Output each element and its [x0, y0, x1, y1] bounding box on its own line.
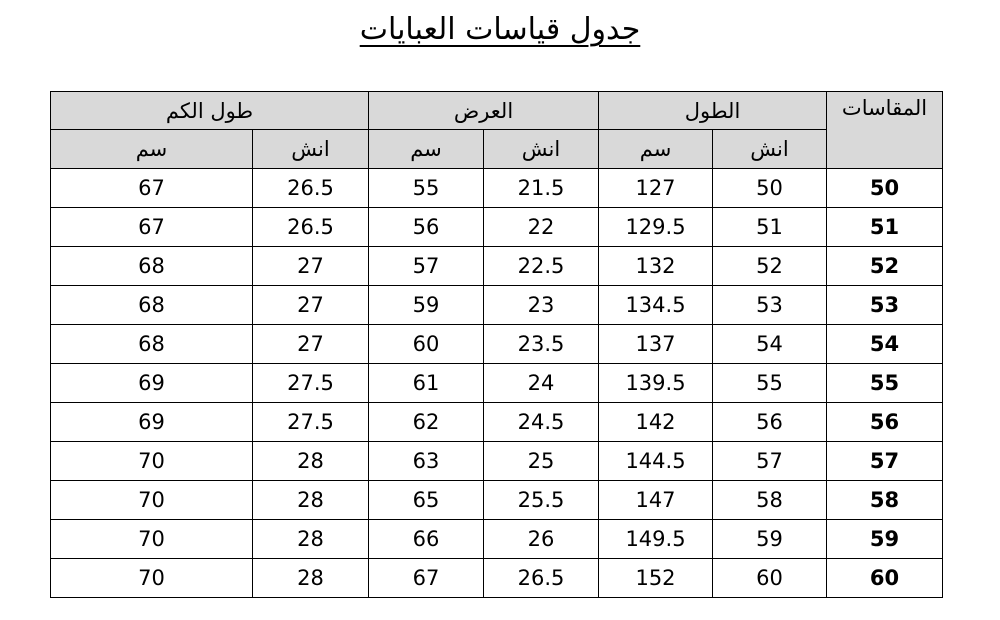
cell-width-inch: 23.5	[484, 325, 599, 364]
cell-width-inch: 22	[484, 208, 599, 247]
cell-length-inch: 60	[713, 559, 827, 598]
cell-length-cm: 127	[599, 169, 713, 208]
table-row	[51, 169, 943, 208]
cell-sleeve-inch: 26.5	[253, 169, 369, 208]
cell-length-inch: 51	[713, 208, 827, 247]
header-sleeve-length: طول الكم	[51, 92, 369, 130]
cell-width-inch: 25.5	[484, 481, 599, 520]
cell-width-inch: 24.5	[484, 403, 599, 442]
cell-sleeve-cm: 68	[51, 286, 253, 325]
cell-length-inch: 58	[713, 481, 827, 520]
cell-width-cm: 61	[369, 364, 484, 403]
cell-sleeve-inch: 27	[253, 247, 369, 286]
cell-size: 54	[827, 325, 943, 364]
header-unit-inch: انش	[484, 130, 599, 169]
table-row	[51, 559, 943, 598]
table-row	[51, 520, 943, 559]
cell-width-cm: 62	[369, 403, 484, 442]
cell-sleeve-inch: 28	[253, 442, 369, 481]
cell-size: 56	[827, 403, 943, 442]
cell-length-inch: 50	[713, 169, 827, 208]
cell-sleeve-cm: 70	[51, 481, 253, 520]
cell-width-cm: 66	[369, 520, 484, 559]
header-unit-cm: سم	[369, 130, 484, 169]
cell-sleeve-cm: 70	[51, 442, 253, 481]
cell-length-cm: 152	[599, 559, 713, 598]
cell-sleeve-inch: 28	[253, 559, 369, 598]
header-length: الطول	[599, 92, 827, 130]
cell-sleeve-inch: 27.5	[253, 403, 369, 442]
cell-sleeve-inch: 28	[253, 520, 369, 559]
cell-sleeve-cm: 70	[51, 559, 253, 598]
table-row	[51, 442, 943, 481]
cell-width-inch: 26	[484, 520, 599, 559]
header-unit-cm: سم	[51, 130, 253, 169]
cell-length-inch: 59	[713, 520, 827, 559]
cell-width-inch: 21.5	[484, 169, 599, 208]
page-title	[0, 10, 1000, 50]
table-body	[51, 169, 943, 598]
cell-width-inch: 23	[484, 286, 599, 325]
cell-width-cm: 60	[369, 325, 484, 364]
table-row	[51, 325, 943, 364]
cell-width-inch: 25	[484, 442, 599, 481]
header-unit-inch: انش	[253, 130, 369, 169]
cell-size: 59	[827, 520, 943, 559]
cell-size: 60	[827, 559, 943, 598]
page-title-text: جدول قياسات العبايات	[359, 12, 641, 47]
cell-sleeve-inch: 26.5	[253, 208, 369, 247]
cell-size: 50	[827, 169, 943, 208]
cell-length-cm: 142	[599, 403, 713, 442]
size-chart-table	[50, 91, 943, 598]
cell-sleeve-cm: 70	[51, 520, 253, 559]
cell-width-cm: 55	[369, 169, 484, 208]
header-width: العرض	[369, 92, 599, 130]
cell-length-inch: 57	[713, 442, 827, 481]
cell-width-cm: 56	[369, 208, 484, 247]
cell-size: 58	[827, 481, 943, 520]
cell-size: 53	[827, 286, 943, 325]
cell-length-inch: 56	[713, 403, 827, 442]
cell-sleeve-inch: 27	[253, 325, 369, 364]
cell-length-cm: 134.5	[599, 286, 713, 325]
cell-width-inch: 26.5	[484, 559, 599, 598]
cell-sleeve-cm: 69	[51, 403, 253, 442]
cell-sleeve-cm: 68	[51, 247, 253, 286]
table-row	[51, 286, 943, 325]
table-row	[51, 247, 943, 286]
header-row-groups	[51, 92, 943, 130]
header-row-units	[51, 130, 943, 169]
cell-sleeve-inch: 27	[253, 286, 369, 325]
table-row	[51, 364, 943, 403]
cell-width-cm: 63	[369, 442, 484, 481]
cell-length-cm: 137	[599, 325, 713, 364]
cell-length-inch: 55	[713, 364, 827, 403]
cell-width-cm: 57	[369, 247, 484, 286]
cell-size: 55	[827, 364, 943, 403]
cell-size: 57	[827, 442, 943, 481]
cell-size: 52	[827, 247, 943, 286]
table-row	[51, 208, 943, 247]
cell-length-cm: 149.5	[599, 520, 713, 559]
cell-length-inch: 52	[713, 247, 827, 286]
cell-width-cm: 65	[369, 481, 484, 520]
cell-length-cm: 144.5	[599, 442, 713, 481]
cell-width-inch: 22.5	[484, 247, 599, 286]
cell-length-cm: 147	[599, 481, 713, 520]
cell-length-cm: 132	[599, 247, 713, 286]
cell-sleeve-inch: 28	[253, 481, 369, 520]
cell-sleeve-inch: 27.5	[253, 364, 369, 403]
cell-length-inch: 53	[713, 286, 827, 325]
header-sizes: المقاسات	[827, 92, 943, 169]
cell-width-inch: 24	[484, 364, 599, 403]
cell-sleeve-cm: 67	[51, 208, 253, 247]
cell-width-cm: 59	[369, 286, 484, 325]
header-unit-cm: سم	[599, 130, 713, 169]
cell-sleeve-cm: 67	[51, 169, 253, 208]
cell-width-cm: 67	[369, 559, 484, 598]
cell-length-cm: 139.5	[599, 364, 713, 403]
header-unit-inch: انش	[713, 130, 827, 169]
cell-length-inch: 54	[713, 325, 827, 364]
table-row	[51, 481, 943, 520]
table-row	[51, 403, 943, 442]
cell-sleeve-cm: 69	[51, 364, 253, 403]
cell-length-cm: 129.5	[599, 208, 713, 247]
cell-size: 51	[827, 208, 943, 247]
cell-sleeve-cm: 68	[51, 325, 253, 364]
